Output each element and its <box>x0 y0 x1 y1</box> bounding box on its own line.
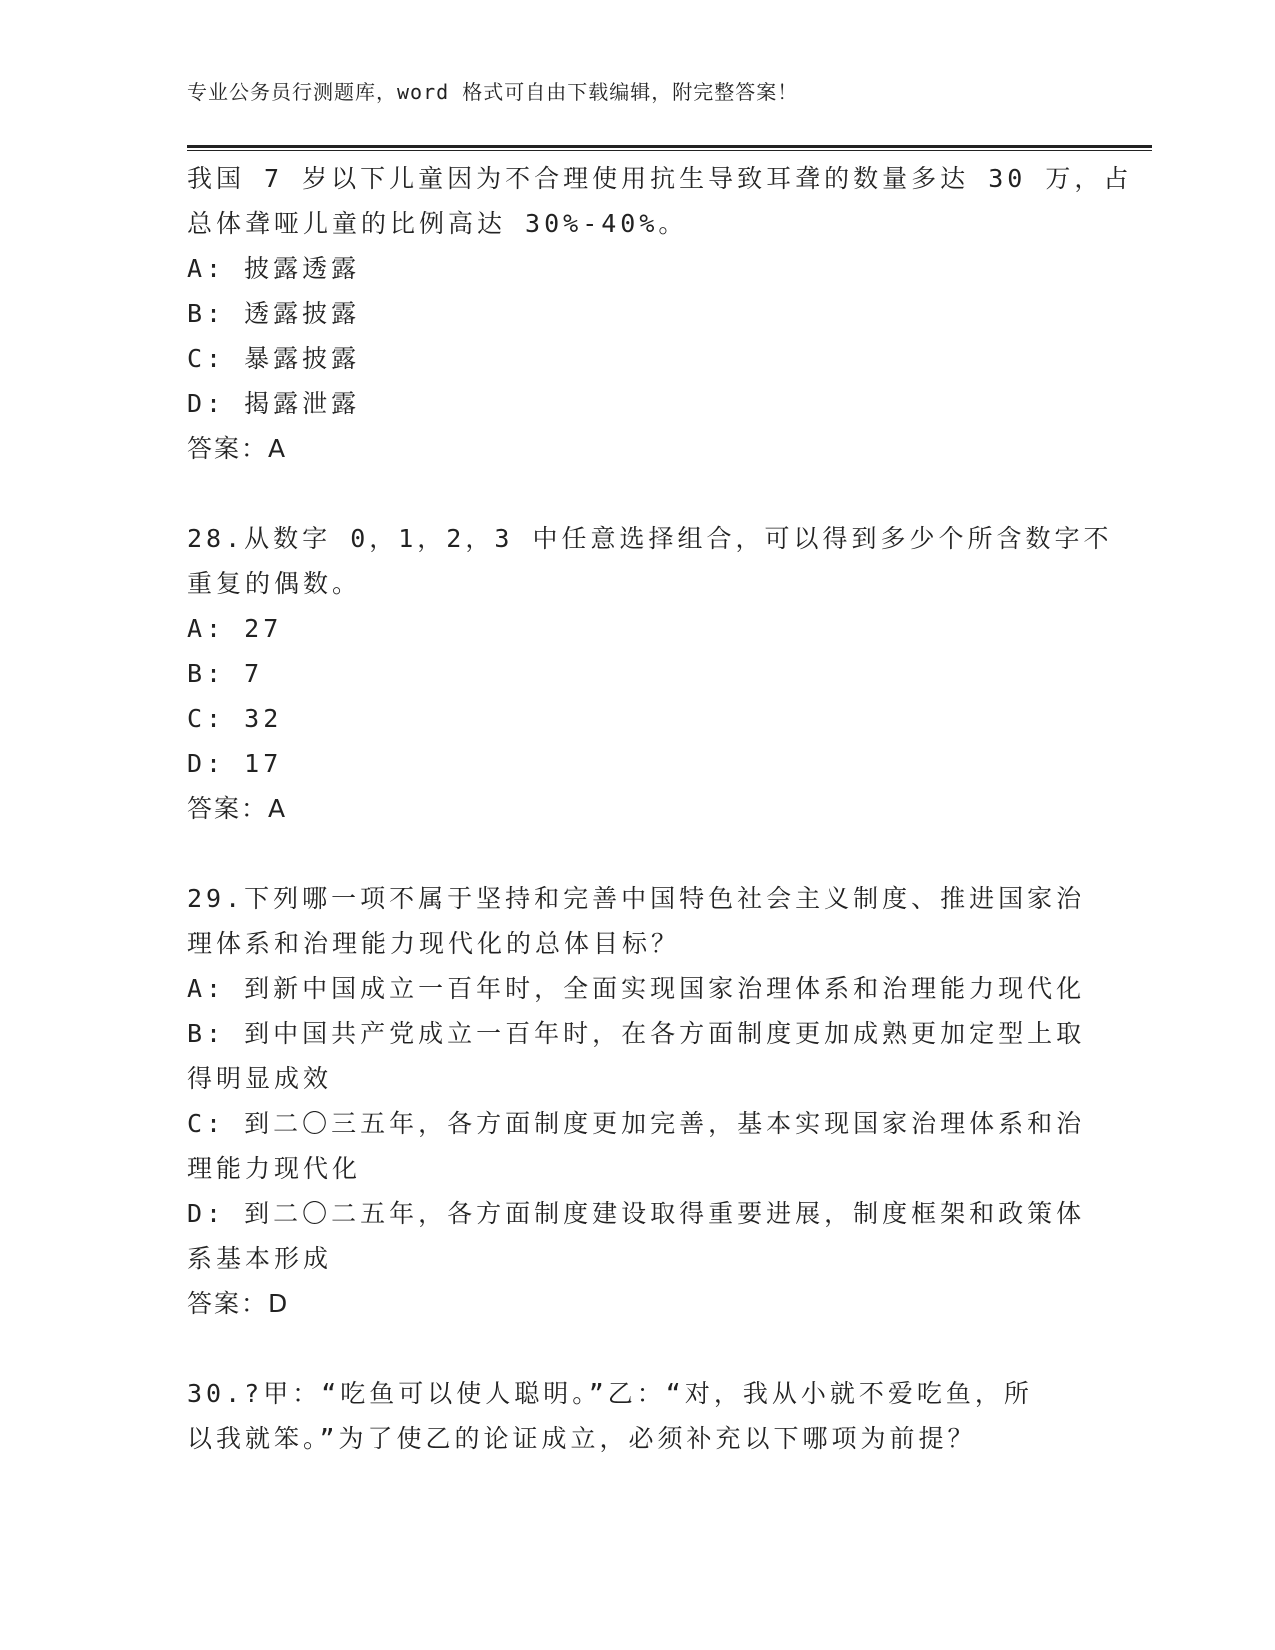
question-stem-line: 30.?甲：“吃鱼可以使人聪明。”乙：“对，我从小就不爱吃鱼，所 <box>187 1379 1033 1408</box>
option-d: D: 揭露泄露 <box>187 389 361 418</box>
option-b: B: 7 <box>187 659 264 688</box>
question-28 <box>187 516 1113 831</box>
header-rule-thin <box>187 150 1152 151</box>
question-stem-line: 28.从数字 0，1，2，3 中任意选择组合，可以得到多少个所含数字不 <box>187 524 1113 553</box>
answer-line: 答案：A <box>187 794 288 823</box>
option-b: B: 透露披露 <box>187 299 361 328</box>
option-d: D: 到二〇二五年，各方面制度建设取得重要进展，制度框架和政策体 <box>187 1199 1086 1228</box>
option-a: A: 到新中国成立一百年时，全面实现国家治理体系和治理能力现代化 <box>187 974 1086 1003</box>
question-stem-line: 我国 7 岁以下儿童因为不合理使用抗生导致耳聋的数量多达 30 万，占 <box>187 164 1133 193</box>
question-27 <box>187 156 1133 471</box>
option-c: C: 暴露披露 <box>187 344 361 373</box>
answer-line: 答案：A <box>187 434 288 463</box>
question-30 <box>187 1371 1087 1461</box>
question-stem-line: 理体系和治理能力现代化的总体目标？ <box>187 929 681 958</box>
header-rule-thick <box>187 145 1152 148</box>
page-header: 专业公务员行测题库，word 格式可自由下载编辑，附完整答案！ <box>187 80 799 104</box>
question-stem-line: 总体聋哑儿童的比例高达 30%-40%。 <box>187 209 688 238</box>
question-stem-line: 以我就笨。”为了使乙的论证成立，必须补充以下哪项为前提？ <box>187 1424 977 1453</box>
option-b-continued: 得明显成效 <box>187 1064 333 1093</box>
question-stem-line: 29.下列哪一项不属于坚持和完善中国特色社会主义制度、推进国家治 <box>187 884 1086 913</box>
option-d-continued: 系基本形成 <box>187 1244 333 1273</box>
question-list <box>187 156 1133 1461</box>
option-b: B: 到中国共产党成立一百年时，在各方面制度更加成熟更加定型上取 <box>187 1019 1086 1048</box>
option-d: D: 17 <box>187 749 283 778</box>
option-c: C: 到二〇三五年，各方面制度更加完善，基本实现国家治理体系和治 <box>187 1109 1086 1138</box>
option-a: A: 披露透露 <box>187 254 361 283</box>
option-c: C: 32 <box>187 704 283 733</box>
question-29 <box>187 876 1087 1326</box>
answer-line: 答案：D <box>187 1289 290 1318</box>
question-stem-line: 重复的偶数。 <box>187 569 362 598</box>
option-a: A: 27 <box>187 614 283 643</box>
option-c-continued: 理能力现代化 <box>187 1154 362 1183</box>
